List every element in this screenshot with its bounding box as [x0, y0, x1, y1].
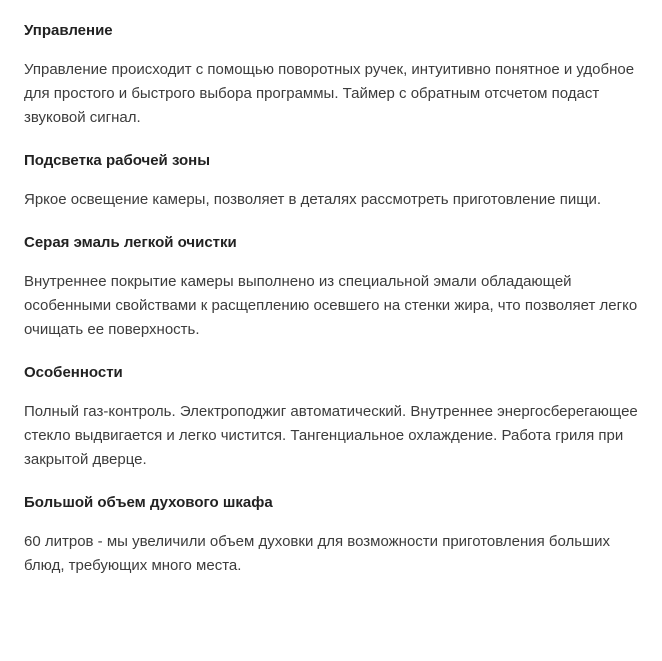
section-text: 60 литров - мы увеличили объем духовки для возможности приготовления больших блюд, требующих много места. — [24, 533, 611, 574]
section-text: Полный газ-контроль. Электроподжиг автоматический. Внутреннее энергосберегающее стекло выдвигается и легко чистится. Тангенциальное охлаждение. Работа гриля при закрытой дверце. — [24, 403, 638, 468]
section-heading: Серая эмаль легкой очистки — [24, 234, 237, 251]
section-heading: Управление — [24, 22, 113, 39]
section-lighting — [24, 150, 638, 212]
section-heading: Большой объем духового шкафа — [24, 494, 273, 511]
section-text: Яркое освещение камеры, позволяет в деталях рассмотреть приготовление пищи. — [24, 191, 602, 208]
section-text: Управление происходит с помощью поворотных ручек, интуитивно понятное и удобное для простого и быстрого выбора программы. Таймер с обратным отсчетом подаст звуковой сигнал. — [24, 61, 635, 126]
section-heading: Подсветка рабочей зоны — [24, 152, 211, 169]
section-text: Внутреннее покрытие камеры выполнено из специальной эмали обладающей особенными свойствами к расщеплению осевшего на стенки жира, что позволяет легко очищать ее поверхность. — [24, 273, 638, 338]
section-control — [24, 20, 638, 130]
section-enamel — [24, 232, 638, 342]
section-oven-volume — [24, 492, 638, 578]
section-features — [24, 362, 638, 472]
section-heading: Особенности — [24, 364, 123, 381]
